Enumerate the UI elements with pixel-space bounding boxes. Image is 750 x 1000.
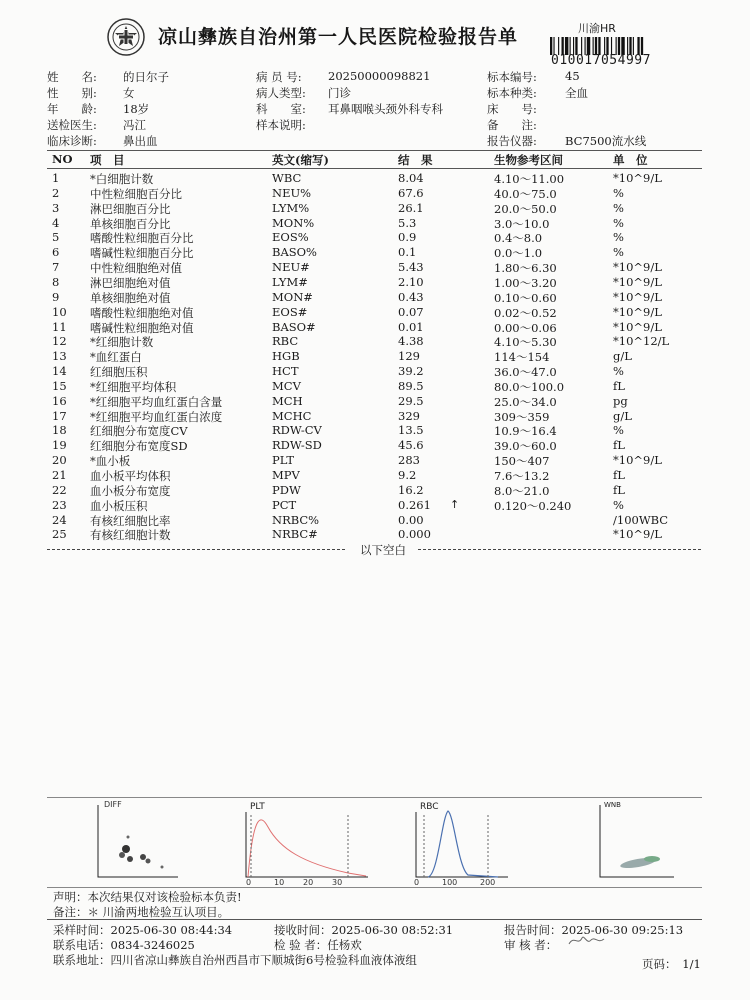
row-result: 283 [398,453,420,468]
row-abbr: MCV [272,378,301,393]
row-item: *红细胞平均血红蛋白含量 [90,394,223,409]
row-item: 淋巴细胞绝对值 [90,275,171,290]
row-result: 26.1 [398,200,424,215]
row-item: 嗜碱性粒细胞绝对值 [90,320,194,335]
row-item: 红细胞分布宽度CV [90,424,188,439]
end-rule-left [47,549,347,550]
row-unit: fL [613,468,625,482]
diff-cluster-3 [127,856,133,862]
dept: 耳鼻咽喉头颈外科专科 [328,102,443,116]
row-unit: *10^9/L [613,274,662,289]
age-label: 年 龄: [47,102,97,116]
row-no: 10 [52,304,67,319]
row-item: 单核细胞绝对值 [90,290,171,305]
row-unit: *10^9/L [613,289,662,304]
row-no: 19 [52,438,67,453]
row-abbr: MCHC [272,408,312,423]
rbc-tick-2: 200 [480,878,496,887]
row-ref-range: 36.0～47.0 [494,365,557,380]
row-abbr: MON% [272,215,315,230]
row-ref-range: 0.00～0.06 [494,320,557,335]
row-item: 嗜酸性粒细胞绝对值 [90,305,194,320]
row-unit: pg [613,393,628,408]
diagnosis: 鼻出血 [123,134,158,148]
dept-label: 科 室: [256,102,306,116]
row-result: 2.10 [398,274,424,289]
table-row [0,260,750,275]
row-result: 5.43 [398,260,424,275]
row-no: 2 [52,185,60,200]
row-no: 22 [52,482,67,497]
row-no: 8 [52,274,60,289]
table-row [0,453,750,468]
header-result: 结 果 [398,153,433,167]
row-result: 13.5 [398,423,424,438]
plt-label: PLT [250,802,265,812]
row-abbr: EOS% [272,230,309,245]
instrument: BC7500流水线 [565,134,647,148]
row-ref-range: 0.02～0.52 [494,305,557,320]
table-row [0,201,750,216]
row-unit: % [613,423,624,438]
diff-cluster-1 [122,845,130,853]
sample-note-label: 样本说明: [256,118,306,132]
diff-cluster-7 [161,866,164,869]
table-row [0,364,750,379]
table-row [0,483,750,498]
row-item: 嗜酸性粒细胞百分比 [90,231,194,246]
header-item: 项 目 [90,153,125,167]
table-row [0,290,750,305]
rbc-axes [416,812,508,877]
row-abbr: NEU# [272,260,310,275]
barcode-label: 川渝HR [578,22,616,35]
contact-phone: 联系电话：0834-3246025 [53,938,195,952]
row-no: 7 [52,260,60,275]
row-item: 红细胞分布宽度SD [90,439,188,454]
remark-label: 备 注: [487,118,537,132]
row-ref-range: 8.0～21.0 [494,483,550,498]
row-abbr: EOS# [272,304,308,319]
table-row [0,409,750,424]
row-unit: fL [613,482,625,497]
row-result: 0.01 [398,319,424,334]
doctor-label: 送检医生: [47,118,97,132]
row-no: 1 [52,171,60,185]
patient-no-label: 病 员 号: [256,70,302,84]
name-label: 姓 名: [47,70,97,84]
end-rule-right [418,549,702,550]
row-unit: *10^9/L [613,527,662,542]
diff-axes [98,805,178,877]
row-ref-range: 4.10～11.00 [494,172,565,186]
table-row [0,498,750,513]
row-unit: % [613,185,624,200]
sex-label: 性 别: [47,86,97,100]
plt-histogram [246,802,368,887]
page-number: 页码： 1/1 [642,957,701,971]
row-abbr: PDW [272,482,301,497]
row-result: 45.6 [398,438,424,453]
row-item: *血红蛋白 [90,350,142,365]
row-unit: g/L [613,349,632,364]
table-row [0,527,750,542]
row-unit: *10^9/L [613,260,662,275]
row-no: 24 [52,512,67,527]
table-row [0,245,750,260]
row-no: 18 [52,423,67,438]
row-no: 20 [52,453,67,468]
row-no: 11 [52,319,67,334]
row-unit: fL [613,438,625,453]
tester: 检 验 者：任杨欢 [274,938,362,952]
collect-time: 采样时间：2025-06-30 08:44:34 [53,923,233,937]
wnb-label: WNB [604,801,621,809]
table-row [0,468,750,483]
row-ref-range: 0.0～1.0 [494,246,543,261]
row-abbr: LYM# [272,274,308,289]
row-abbr: RBC [272,334,299,349]
row-result: 329 [398,408,420,423]
row-unit: /100WBC [613,512,669,527]
row-result: 4.38 [398,334,424,349]
row-ref-range: 309～359 [494,409,550,424]
row-abbr: NEU% [272,185,312,200]
table-header [0,152,750,167]
row-unit: *10^9/L [613,304,662,319]
row-no: 16 [52,393,67,408]
row-unit: fL [613,378,625,393]
row-no: 23 [52,497,67,512]
diff-scatter [98,800,178,877]
row-unit: % [613,230,624,245]
row-ref-range: 3.0～10.0 [494,216,550,231]
row-no: 17 [52,408,67,423]
report-title: 凉山彝族自治州第一人民医院检验报告单 [158,26,519,48]
row-unit: % [613,200,624,215]
row-result: 129 [398,349,420,364]
row-unit: % [613,245,624,260]
hospital-logo [106,17,146,57]
row-no: 14 [52,364,67,379]
row-item: 淋巴细胞百分比 [90,201,171,216]
sample-no: 45 [565,69,580,83]
row-ref-range: 10.9～16.4 [494,424,557,439]
row-item: 血小板平均体积 [90,469,171,483]
diff-cluster-5 [146,859,151,864]
rbc-tick-0: 0 [414,878,420,887]
row-ref-range: 25.0～34.0 [494,394,557,409]
plt-tick-2: 20 [303,878,314,887]
table-row [0,513,750,528]
reviewer-label: 审 核 者： [504,938,558,952]
row-abbr: MON# [272,289,313,304]
row-result: 29.5 [398,393,424,408]
table-top-rule [47,150,702,151]
row-unit: % [613,215,624,230]
row-no: 6 [52,245,60,260]
row-abbr: PLT [272,453,295,468]
row-result: 39.2 [398,364,424,379]
row-item: *红细胞计数 [90,335,154,350]
row-abbr: HCT [272,364,299,379]
row-flag: ↑ [450,497,460,511]
row-item: *红细胞平均体积 [90,379,177,394]
table-row [0,216,750,231]
row-result: 67.6 [398,185,424,200]
row-no: 5 [52,230,60,245]
sample-type-label: 标本种类: [487,86,537,100]
row-no: 25 [52,527,67,542]
row-abbr: MCH [272,393,303,408]
table-row [0,230,750,245]
row-item: 中性粒细胞绝对值 [90,261,182,276]
row-result: 89.5 [398,378,424,393]
row-ref-range: 114～154 [494,350,550,365]
row-unit: *10^9/L [613,453,662,468]
row-ref-range: 4.10～5.30 [494,335,557,350]
row-no: 3 [52,200,60,215]
row-item: 红细胞压积 [90,365,148,380]
row-abbr: MPV [272,468,300,482]
row-result: 9.2 [398,468,417,482]
table-row [0,171,750,186]
row-ref-range: 80.0～100.0 [494,379,565,394]
table-row [0,379,750,394]
sample-type: 全血 [565,86,588,100]
row-abbr: BASO# [272,319,316,334]
row-unit: g/L [613,408,632,423]
header-no: NO [52,152,73,166]
table-row [0,305,750,320]
table-header-rule [47,168,702,169]
patient-type: 门诊 [328,86,351,100]
row-abbr: RDW-SD [272,438,322,453]
row-no: 15 [52,378,67,393]
row-item: 中性粒细胞百分比 [90,186,182,201]
row-no: 21 [52,468,67,482]
plt-tick-0: 0 [246,878,252,887]
row-abbr: HGB [272,349,300,364]
row-abbr: BASO% [272,245,317,260]
row-ref-range: 40.0～75.0 [494,186,557,201]
rbc-tick-1: 100 [442,878,458,887]
row-no: 12 [52,334,67,349]
patient-no: 20250000098821 [328,69,431,83]
rbc-histogram [414,802,508,887]
histogram-panel [48,797,703,887]
row-result: 8.04 [398,171,424,185]
row-ref-range: 7.6～13.2 [494,469,550,483]
reviewer-signature-text: 邹 [626,944,627,945]
table-row [0,394,750,409]
row-item: 血小板分布宽度 [90,483,171,498]
wnb-scatter [600,801,674,877]
row-abbr: NRBC% [272,512,320,527]
diff-label: DIFF [104,800,122,809]
row-item: 有核红细胞计数 [90,528,171,543]
end-of-results: 以下空白 [360,543,406,557]
row-result: 0.261 [398,497,431,512]
contact-address: 联系地址：四川省凉山彝族自治州西昌市下顺城街6号检验科血液体液组 [53,953,417,967]
row-result: 0.07 [398,304,424,319]
rbc-label: RBC [420,802,439,812]
row-result: 16.2 [398,482,424,497]
table-row [0,349,750,364]
row-no: 9 [52,289,60,304]
row-no: 13 [52,349,67,364]
row-item: 血小板压积 [90,498,148,513]
plt-tick-1: 10 [274,878,285,887]
mutual-recognition-note: 备注：＊ 川渝两地检验互认项目。 [53,905,230,919]
footer-rule [47,919,702,920]
plt-tick-3: 30 [332,878,343,887]
row-item: 有核红细胞比率 [90,513,171,528]
patient-age: 18岁 [123,102,150,116]
row-result: 0.000 [398,527,431,542]
sample-no-label: 标本编号: [487,70,537,84]
row-abbr: NRBC# [272,527,318,542]
patient-name: 的日尔子 [123,70,169,84]
header-unit: 单 位 [613,153,648,167]
reviewer-signature [566,932,627,950]
table-row [0,320,750,335]
wnb-cluster-secondary [644,856,660,862]
row-item: 嗜碱性粒细胞百分比 [90,246,194,261]
row-ref-range: 1.80～6.30 [494,261,557,276]
barcode-number: 010017054997 [551,53,651,68]
statement: 声明：本次结果仅对该检验标本负责! [53,890,242,904]
table-row [0,423,750,438]
row-ref-range: 150～407 [494,454,550,469]
diff-cluster-2 [119,852,125,858]
bed-label: 床 号: [487,102,537,116]
diff-cluster-4 [140,854,146,860]
header-ref: 生物参考区间 [494,153,563,167]
row-unit: *10^9/L [613,319,662,334]
header-abbr: 英文(缩写) [272,153,329,167]
row-item: *白细胞计数 [90,172,154,186]
row-abbr: RDW-CV [272,423,322,438]
row-result: 5.3 [398,215,417,230]
patient-sex: 女 [123,86,135,100]
row-item: *红细胞平均血红蛋白浓度 [90,409,223,424]
report-time: 报告时间：2025-06-30 09:25:13 [504,923,684,937]
row-result: 0.1 [398,245,417,260]
table-row [0,186,750,201]
row-unit: % [613,364,624,379]
row-unit: % [613,497,624,512]
table-row [0,275,750,290]
row-result: 0.00 [398,512,424,527]
receive-time: 接收时间：2025-06-30 08:52:31 [274,923,454,937]
doctor-name: 冯江 [123,118,146,132]
row-item: 单核细胞百分比 [90,216,171,231]
row-unit: *10^9/L [613,171,662,185]
table-row [0,438,750,453]
graph-bottom-rule [47,887,702,888]
row-abbr: PCT [272,497,297,512]
row-ref-range: 20.0～50.0 [494,201,557,216]
row-result: 0.43 [398,289,424,304]
diff-cluster-6 [127,836,130,839]
row-unit: *10^12/L [613,334,670,349]
row-ref-range: 0.120～0.240 [494,498,572,513]
row-abbr: WBC [272,171,302,185]
table-row [0,334,750,349]
row-ref-range: 0.10～0.60 [494,290,557,305]
row-no: 4 [52,215,60,230]
row-result: 0.9 [398,230,417,245]
instrument-label: 报告仪器: [487,134,537,148]
row-ref-range: 1.00～3.20 [494,275,557,290]
diagnosis-label: 临床诊断: [47,134,97,148]
patient-type-label: 病人类型: [256,86,306,100]
row-ref-range: 39.0～60.0 [494,439,557,454]
row-ref-range: 0.4～8.0 [494,231,543,246]
row-abbr: LYM% [272,200,310,215]
row-item: *血小板 [90,454,131,469]
